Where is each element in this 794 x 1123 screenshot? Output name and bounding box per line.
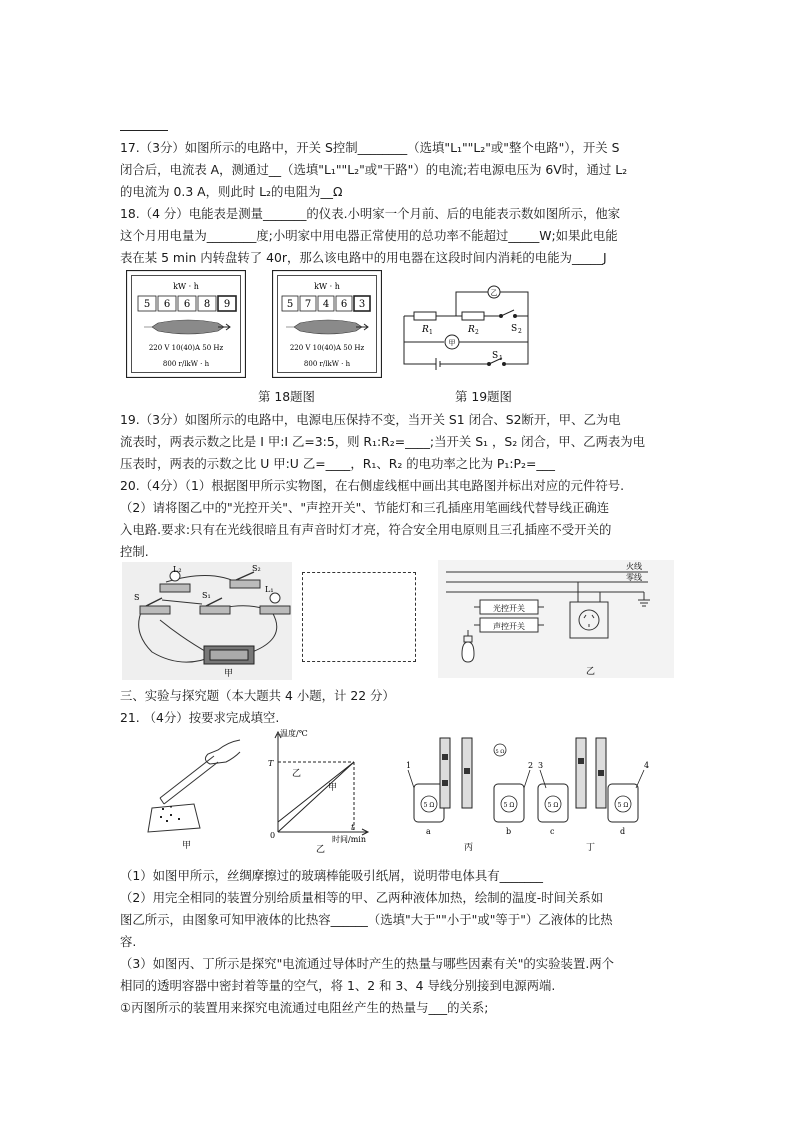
fig20-yi-wiring — [438, 560, 674, 678]
live-wire-label: 火线 — [626, 562, 642, 571]
fig21-jia-caption: 甲 — [182, 841, 192, 851]
q21-sub3-line3: ①丙图所示的装置用来探究电流通过电阻丝产生的热量与___的关系; — [120, 1000, 489, 1015]
r1-sub: 1 — [429, 329, 433, 336]
s2-sub: 2 — [518, 328, 522, 335]
s1-sub: 1 — [499, 355, 503, 362]
meter-digit: 6 — [340, 299, 348, 310]
answer-dashed-box — [302, 572, 416, 662]
graph-ylabel: 温度/℃ — [280, 729, 308, 738]
jia-s2-label: S₂ — [252, 564, 261, 573]
fig18-caption: 第 18题图 — [258, 389, 315, 404]
meter-digit: 5 — [143, 299, 151, 310]
q21-sub2-line3: 容. — [120, 934, 137, 949]
label-d: d — [620, 827, 626, 836]
s2-label: S — [511, 324, 518, 334]
q17-line-1: 17.（3分）如图所示的电路中，开关 S控制________（选填"L₁""L₂"或"整个电路"），开关 S — [120, 140, 620, 155]
meter-digit: 6 — [163, 299, 171, 310]
q17-line-2: 闭合后，电流表 A，测通过__（选填"L₁""L₂"或"干路"）的电流;若电源电压为 6V时，通过 L₂ — [120, 162, 628, 177]
jia-l2-label: L₂ — [173, 565, 182, 574]
meter-digit: 5 — [286, 299, 294, 310]
wire-2: 2 — [528, 761, 534, 770]
q18-line-1: 18.（4 分）电能表是测量_______的仪表.小明家一个月前、后的电能表示数如图所示，他家 — [120, 206, 621, 221]
fig21-ding-caption: 丁 — [586, 843, 596, 853]
fig20-yi-caption: 乙 — [586, 667, 596, 677]
resistor-b: 5 Ω — [503, 802, 515, 809]
fig19-circuit — [396, 278, 546, 378]
q21-line-1: 21. （4分）按要求完成填空. — [120, 710, 280, 725]
q17-line-3: 的电流为 0.3 A，则此时 L₂的电阻为__Ω — [120, 184, 343, 199]
r2-label: R — [468, 325, 475, 335]
meter-unit-2: kW · h — [314, 282, 340, 291]
sound-switch-label: 声控开关 — [493, 622, 525, 631]
wire-3: 3 — [538, 761, 544, 770]
q19-line-2: 流表时，两表示数之比是 I 甲:I 乙=3:5，则 R₁:R₂=____;当开关 S₁ ，S₂ 闭合，甲、乙两表为电 — [120, 434, 646, 449]
resistor-a: 5 Ω — [423, 802, 435, 809]
fig21-apparatus — [400, 728, 662, 854]
section3-heading: 三、实验与探究题（本大题共 4 小题，计 22 分） — [120, 688, 395, 703]
fig21-yi-graph — [260, 726, 380, 854]
q20-line-4: 控制. — [120, 544, 149, 559]
q21-sub2-line1: （2）用完全相同的装置分别给质量相等的甲、乙两种液体加热，绘制的温度-时间关系如 — [120, 890, 604, 905]
r1-label: R — [422, 325, 429, 335]
resistor-c: 5 Ω — [547, 802, 559, 809]
meter-yi-label: 乙 — [490, 289, 498, 297]
graph-xlabel: 时间/min — [332, 835, 366, 844]
q18-line-3: 表在某 5 min 内转盘转了 40r，那么该电路中的用电器在这段时间内消耗的电能为_____J — [120, 250, 607, 265]
graph-t-axis: t — [351, 823, 355, 832]
r2-sub: 2 — [475, 329, 479, 336]
graph-series-yi: 乙 — [292, 769, 302, 779]
fig21-yi-caption: 乙 — [316, 845, 326, 854]
meter-rating-2: 220 V 10(40)A 50 Hz — [289, 344, 365, 352]
graph-t-label: T — [268, 759, 274, 768]
meter-digit: 3 — [358, 299, 366, 310]
jia-s1-label: S₁ — [202, 591, 211, 600]
q18-line-2: 这个月用电量为________度;小明家中用电器正常使用的总功率不能超过_____W;如果此电能 — [120, 228, 618, 243]
meter-digit: 4 — [322, 299, 330, 310]
label-a: a — [426, 827, 431, 836]
meter-jia-label: 甲 — [448, 339, 456, 347]
q20-line-2: （2）请将图乙中的"光控开关"、"声控开关"、节能灯和三孔插座用笔画线代替导线正确连 — [120, 500, 610, 515]
wire-4: 4 — [644, 761, 650, 770]
q21-sub1: （1）如图甲所示，丝绸摩擦过的玻璃棒能吸引纸屑，说明带电体具有_______ — [120, 868, 543, 883]
meter-unit: kW · h — [173, 282, 199, 291]
meter-constant-2: 800 r/lkW · h — [303, 360, 351, 368]
q20-line-1: 20.（4分）（1）根据图甲所示实物图，在右侧虚线框中画出其电路图并标出对应的元件符号. — [120, 478, 625, 493]
fig19-caption: 第 19题图 — [455, 389, 512, 404]
meter-digit: 8 — [203, 299, 211, 310]
q19-line-3: 压表时，两表的示数之比 U 甲:U 乙=____，R₁、R₂ 的电功率之比为 P₁:P₂=___ — [120, 456, 555, 471]
graph-series-jia: 甲 — [328, 783, 338, 793]
neutral-wire-label: 零线 — [626, 573, 642, 582]
resistor-d: 5 Ω — [617, 802, 629, 809]
q21-sub3-line2: 相同的透明容器中密封着等量的空气，将 1、2 和 3、4 导线分别接到电源两端. — [120, 978, 556, 993]
meter-digit: 6 — [183, 299, 191, 310]
q21-sub3-line1: （3）如图丙、丁所示是探究"电流通过导体时产生的热量与哪些因素有关"的实验装置.两个 — [120, 956, 615, 971]
label-c: c — [550, 827, 555, 836]
fig20-jia-caption: 甲 — [224, 669, 234, 679]
s1-label: S — [492, 351, 499, 361]
meter-digit: 7 — [304, 299, 312, 310]
resistor-extra: 5 Ω — [495, 749, 505, 755]
graph-origin: 0 — [270, 831, 276, 840]
top-rule — [120, 130, 168, 131]
label-b: b — [506, 827, 512, 836]
jia-s-label: S — [134, 593, 140, 602]
meter-rating: 220 V 10(40)A 50 Hz — [148, 344, 224, 352]
q20-line-3: 入电路.要求:只有在光线很暗且有声音时灯才亮，符合安全用电原则且三孔插座不受开关的 — [120, 522, 612, 537]
light-switch-label: 光控开关 — [493, 604, 525, 613]
fig18-meter-before — [126, 270, 246, 378]
fig18-meter-after — [272, 270, 382, 378]
fig20-jia-photo — [122, 562, 292, 680]
q21-sub2-line2: 图乙所示，由图象可知甲液体的比热容______（选填"大于""小于"或"等于"）乙液体的比热 — [120, 912, 613, 927]
q19-line-1: 19.（3分）如图所示的电路中，电源电压保持不变，当开关 S1 闭合、S2断开，甲、乙为电 — [120, 412, 621, 427]
fig21-jia-rod — [130, 732, 248, 852]
meter-digit: 9 — [223, 299, 231, 310]
meter-constant: 800 r/lkW · h — [162, 360, 210, 368]
wire-1: 1 — [406, 761, 412, 770]
fig21-bing-caption: 丙 — [464, 843, 474, 853]
jia-l1-label: L₁ — [265, 585, 274, 594]
